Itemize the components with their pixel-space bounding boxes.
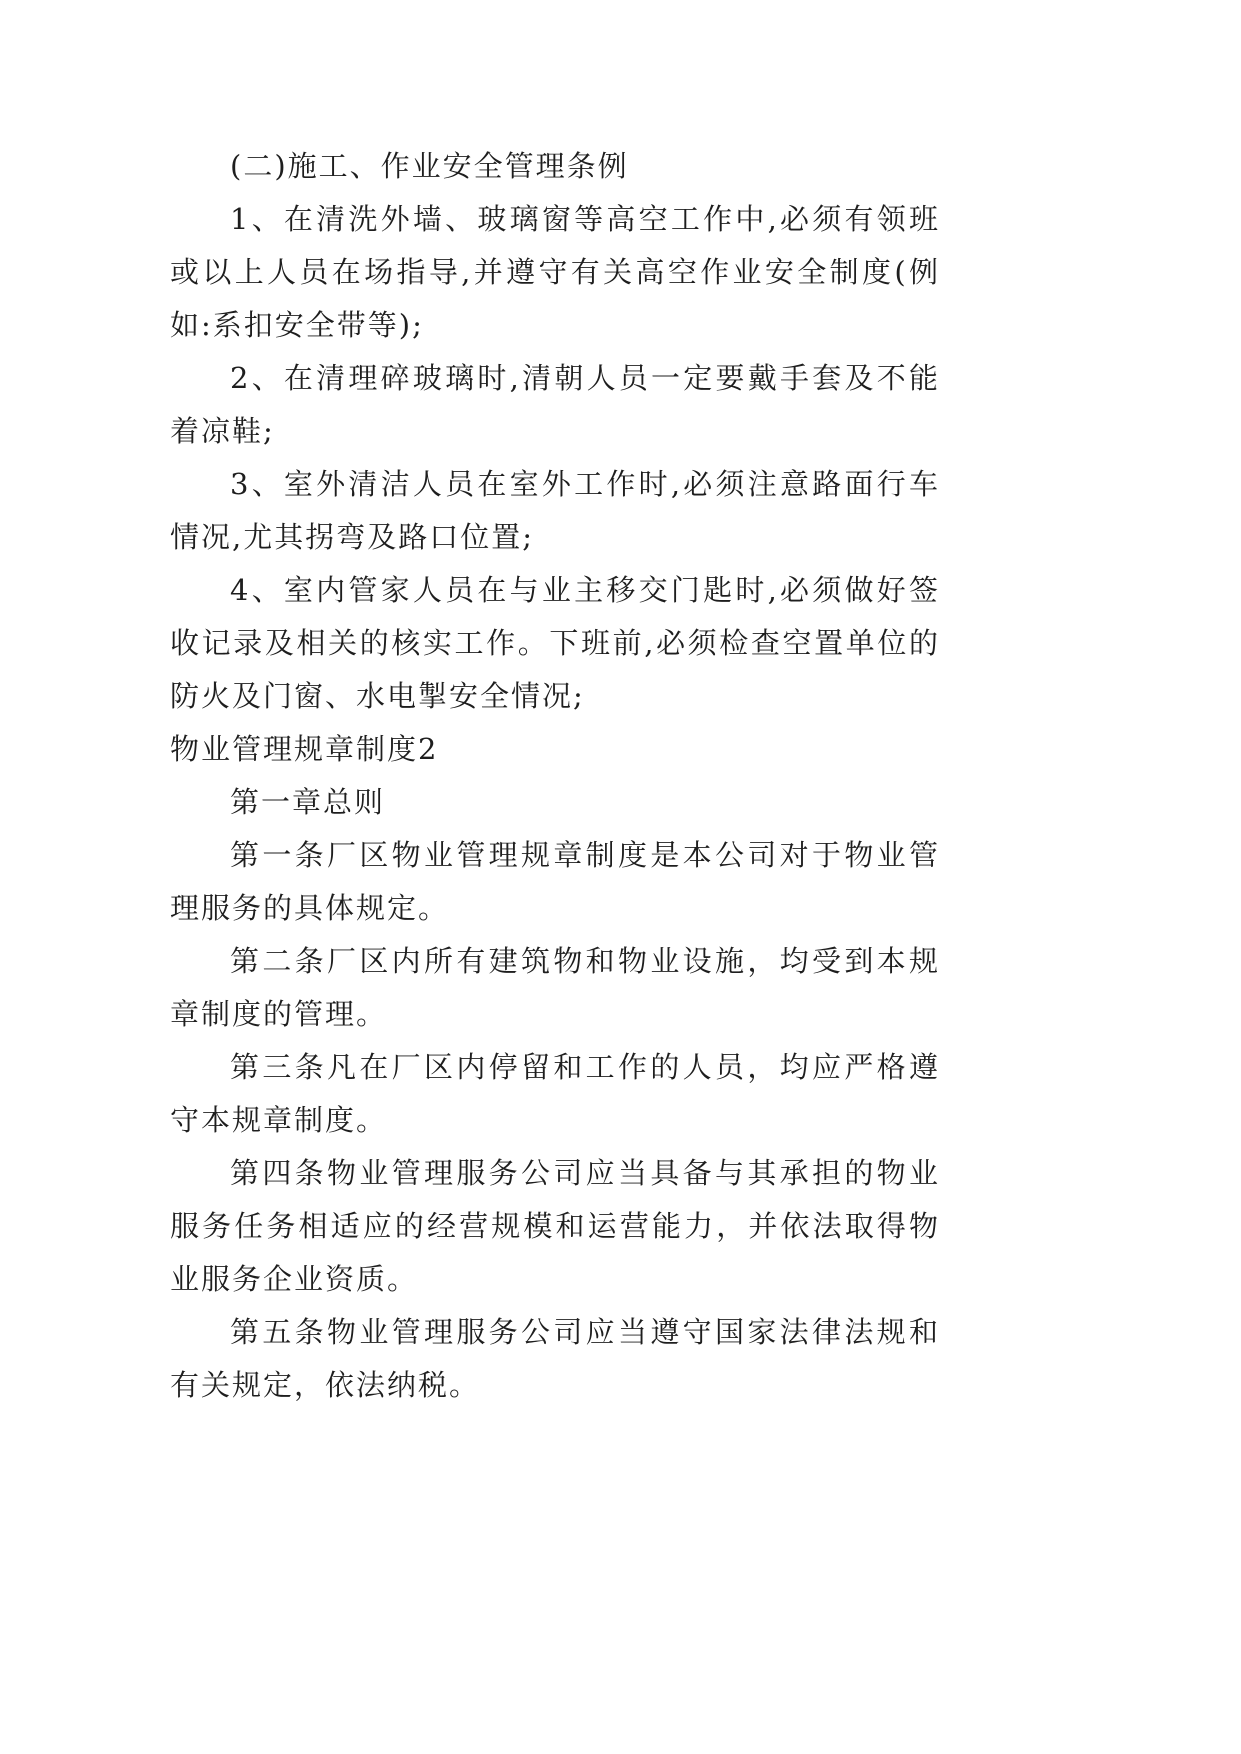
article-paragraph: 第四条物业管理服务公司应当具备与其承担的物业服务任务相适应的经营规模和运营能力，并依法取得物业服务企业资质。	[170, 1156, 940, 1296]
article-paragraph: 第三条凡在厂区内停留和工作的人员，均应严格遵守本规章制度。	[170, 1050, 940, 1137]
paragraph: 3、室外清洁人员在室外工作时,必须注意路面行车情况,尤其拐弯及路口位置;	[170, 467, 940, 554]
article-paragraph: 第一条厂区物业管理规章制度是本公司对于物业管理服务的具体规定。	[170, 838, 940, 925]
paragraph: 4、室内管家人员在与业主移交门匙时,必须做好签收记录及相关的核实工作。下班前,必须检查空置单位的防火及门窗、水电掣安全情况;	[170, 573, 940, 713]
paragraph: 1、在清洗外墙、玻璃窗等高空工作中,必须有领班或以上人员在场指导,并遵守有关高空作业安全制度(例如:系扣安全带等);	[170, 202, 940, 342]
document-body	[170, 140, 940, 1412]
chapter-heading: 第一章总则	[230, 785, 386, 819]
article-paragraph: 第二条厂区内所有建筑物和物业设施，均受到本规章制度的管理。	[170, 944, 940, 1031]
paragraph: 2、在清理碎玻璃时,清朝人员一定要戴手套及不能着凉鞋;	[170, 361, 940, 448]
document-title: 物业管理规章制度2	[170, 732, 439, 766]
article-paragraph: 第五条物业管理服务公司应当遵守国家法律法规和有关规定，依法纳税。	[170, 1315, 940, 1402]
section-heading: (二)施工、作业安全管理条例	[230, 149, 629, 183]
